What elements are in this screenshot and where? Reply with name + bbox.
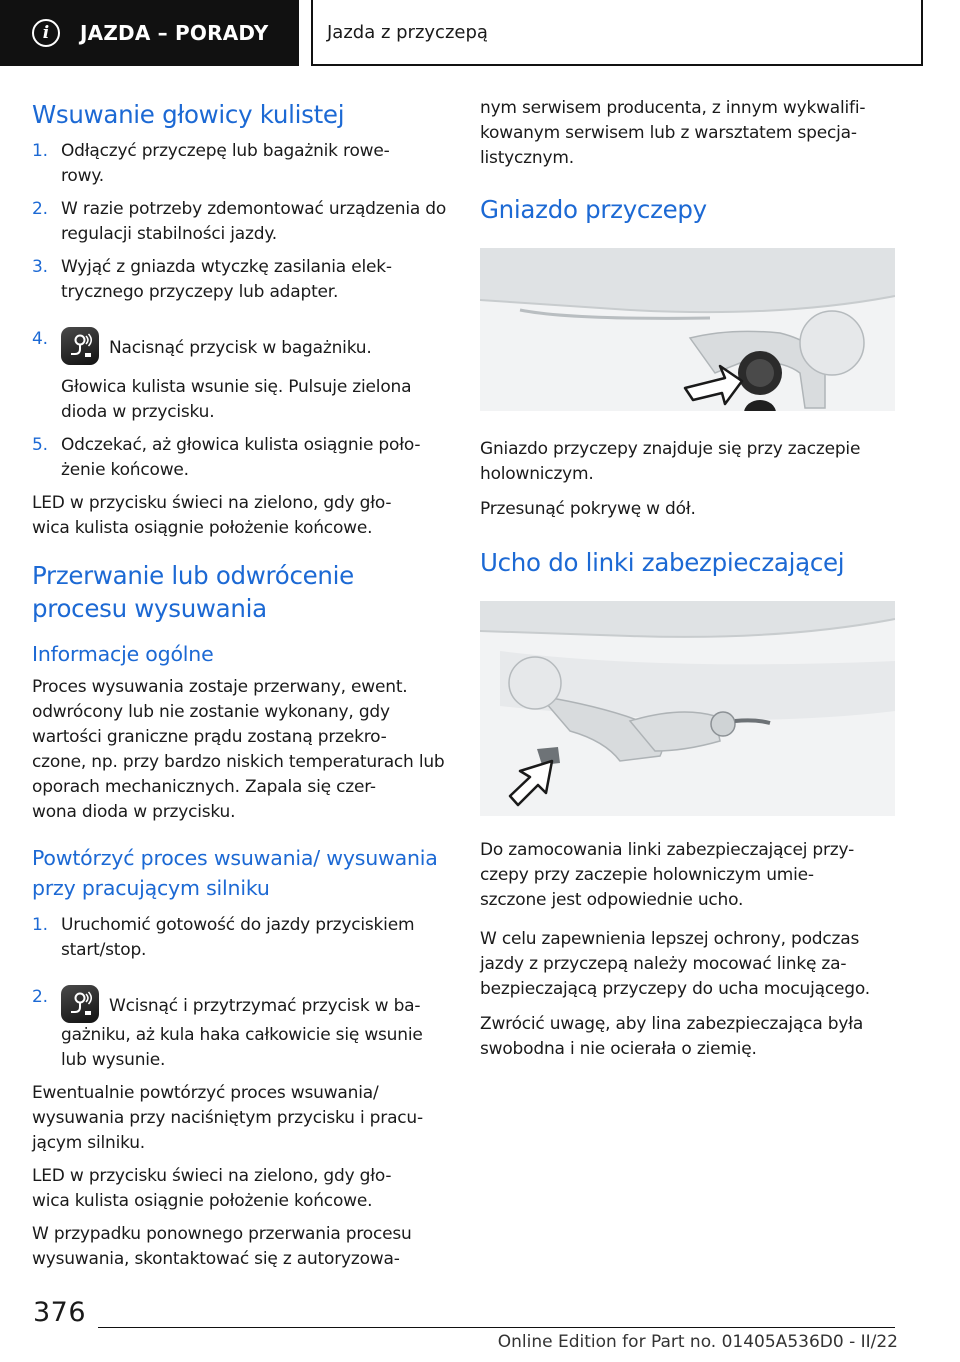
heading-interrupt: Przerwanie lub odwrócenie procesu wysuwania: [32, 561, 354, 623]
eye-text-2: W celu zapewnienia lepszej ochrony, podczas jazdy z przyczepą należy mocować linkę za- bezpieczającą przyczepy do ucha mocującego.: [480, 929, 870, 999]
heading-eye: Ucho do linki zabezpieczającej: [480, 548, 845, 577]
led-note: LED w przycisku świeci na zielono, gdy gło- wica kulista osiągnie położenie końcowe.: [32, 493, 392, 538]
service-text-cont: nym serwisem producenta, z innym wykwalifi- kowanym serwisem lub z warsztatem specja- listycznym.: [480, 98, 866, 168]
list-item: 5. Odczekać, aż głowica kulista osiągnie poło- żenie końcowe.: [32, 435, 421, 480]
left-column: [32, 98, 450, 1272]
list-item: 3. Wyjąć z gniazda wtyczkę zasilania elek- trycznego przyczepy lub adapter.: [32, 257, 392, 302]
socket-photo: [480, 248, 895, 411]
list-item: 1. Uruchomić gotowość do jazdy przyciskiem start/stop.: [32, 915, 415, 960]
socket-action: Przesunąć pokrywę w dół.: [480, 499, 696, 519]
tow-hitch-button-icon: [61, 985, 99, 1023]
list-item: 4. Nacisnąć przycisk w bagażniku.: [32, 327, 450, 365]
right-column: [480, 98, 898, 1062]
tow-hitch-button-icon: [61, 327, 99, 365]
heading-general: Informacje ogólne: [32, 642, 214, 666]
heading-repeat: Powtórzyć proces wsuwania/ wysuwania przy pracującym silniku: [32, 846, 438, 900]
eye-photo: [480, 601, 895, 816]
led-note-2: LED w przycisku świeci na zielono, gdy gło- wica kulista osiągnie położenie końcowe.: [32, 1166, 392, 1211]
general-text: Proces wysuwania zostaje przerwany, ewent. odwrócony lub nie zostanie wykonany, gdy wartości graniczne prądu zostaną przekro- czone, np. przy bardzo niskich temperaturach lub oporach mechanicznych. Zapala się czer- wona dioda w przycisku.: [32, 677, 445, 822]
step4-note: Głowica kulista wsunie się. Pulsuje zielona dioda w przycisku.: [61, 377, 412, 422]
edition-note: Online Edition for Part no. 01405A536D0 - II/22: [497, 1332, 898, 1352]
eye-text-3: Zwrócić uwagę, aby lina zabezpieczająca była swobodna i nie ocierała o ziemię.: [480, 1014, 864, 1059]
page-number: 376: [33, 1297, 87, 1328]
chapter-title: JAZDA – PORADY: [80, 21, 269, 45]
topic-box: [311, 0, 923, 66]
heading-socket: Gniazdo przyczepy: [480, 195, 707, 224]
topic-title: Jazda z przyczepą: [327, 21, 488, 43]
repeat-note: Ewentualnie powtórzyć proces wsuwania/ wysuwania przy naciśniętym przycisku i pracu- jącym silniku.: [32, 1083, 423, 1153]
eye-text: Do zamocowania linki zabezpieczającej przy- czepy przy zaczepie holowniczym umie- szczone jest odpowiednie ucho.: [480, 840, 855, 910]
service-text: W przypadku ponownego przerwania procesu wysuwania, skontaktować się z autoryzowa-: [32, 1224, 412, 1269]
list-item: 2. W razie potrzeby zdemontować urządzenia do regulacji stabilności jazdy.: [32, 199, 447, 244]
list-item: 2. Wcisnąć i przytrzymać przycisk w ba- gażniku, aż kula haka całkowicie się wsunie lub wysunie.: [32, 987, 423, 1070]
socket-text: Gniazdo przyczepy znajduje się przy zaczepie holowniczym.: [480, 439, 861, 484]
footer-divider: [98, 1327, 895, 1328]
list-item: 1. Odłączyć przyczepę lub bagażnik rowe- rowy.: [32, 141, 390, 186]
heading-retract: Wsuwanie głowicy kulistej: [32, 100, 345, 129]
chapter-tab: [0, 0, 299, 66]
info-icon: i: [32, 19, 60, 47]
